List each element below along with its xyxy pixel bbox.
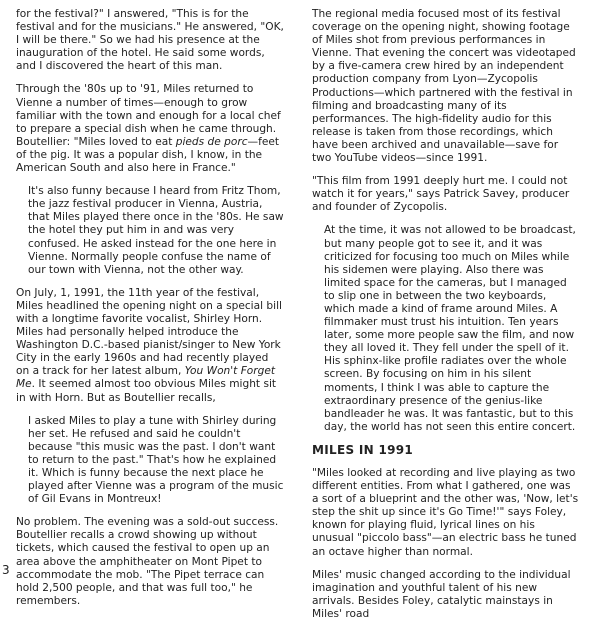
left-paragraph-1: for the festival?" I answered, "This is for the festival and for the musicians." He answered, "OK, I will be there." So we had his presence at the inauguration of the hotel. He said some words, and I discovered the heart of this man. <box>16 8 284 73</box>
left-paragraph-4-start: On July, 1, 1991, the 11th year of the festival, Miles headlined the opening night on a special bill with a longtime favorite vocalist, Shirley Horn. Miles had personally helped introduce the Washington D.C.-based pianist/singer to New York City in the early 1960s and had recently played on a track for her latest album, <box>16 286 282 378</box>
left-paragraph-2-end: —feet of the pig. It was a popular dish, I know, in the American South and also here in France." <box>16 135 280 175</box>
left-paragraph-4 <box>16 287 284 405</box>
right-quote-1: At the time, it was not allowed to be broadcast, but many people got to see it, and it was criticized for focusing too much on Miles while his sidemen were playing. Also there was limited space for the cameras, but I managed to slip one in between the two keyboards, which made a kind of frame around Miles. A filmmaker must trust his intuition. Ten years later, some more people saw the film, and now they all loved it. They fell under the spell of it. His sphinx-like profile radiates over the whole screen. By focusing on him in his silent moments, I think I was able to capture the extraordinary presence of the genius-like bandleader he was. It was fantastic, but to this day, the world has not seen this entire concert. <box>324 224 576 433</box>
right-paragraph-2: "This film from 1991 deeply hurt me. I could not watch it for years," says Patrick Savey, producer and founder of Zycopolis. <box>312 175 570 214</box>
section-heading: MILES IN 1991 <box>312 442 414 457</box>
left-paragraph-2-italic: pieds de porc <box>175 135 248 148</box>
right-paragraph-4: "Miles looked at recording and live playing as two different entities. From what I gathered, one was a sort of a blueprint and the other was, 'Now, let's step the shit up since it's Go Time!'" says Foley, known for playing fluid, lyrical lines on his unusual "piccolo bass"—an electric bass he tuned an octave higher than normal. <box>312 467 579 558</box>
left-paragraph-2-start: Through the '80s up to '91, Miles returned to Vienne a number of times—enough to grow familiar with the town and enough for a local chef to prepare a special dish when he came through. Boutellier: "Miles loved to eat <box>16 83 281 148</box>
left-paragraph-4-italic: You Won't Forget Me <box>16 365 276 391</box>
right-paragraph-1: The regional media focused most of its festival coverage on the opening night, showing footage of Miles shot from previous performances in Vienne. That evening the concert was videotaped by a five-camera crew hired by an independent production company from Lyon—Zycopolis Productions—which partnered with the festival in filming and broadcasting many of its performances. The high-fidelity audio for this release is taken from those recordings, which have been archived and unavailable—save for two YouTube videos—since 1991. <box>312 8 576 165</box>
left-paragraph-4-end: . It seemed almost too obvious Miles might sit in with Horn. But as Boutellier recalls, <box>16 378 277 404</box>
left-column <box>16 8 284 618</box>
left-quote-1: It's also funny because I heard from Fritz Thom, the jazz festival producer in Vienna, Austria, that Miles played there once in the '80s. He saw the hotel they put him in and was very confused. He asked instead for the one here in Vienne. Normally people confuse the name of our town with Vienna, not the other way. <box>28 185 284 276</box>
right-paragraph-5: Miles' music changed according to the individual imagination and youthful talent of his new arrivals. Besides Foley, catalytic mainstays in Miles' road <box>312 568 571 620</box>
left-paragraph-6: No problem. The evening was a sold-out success. Boutellier recalls a crowd showing up without tickets, which caused the festival to open up an area above the amphitheater on Mont Pipet to accommodate the mob. "The Pipet terrace can hold 2,500 people, and that was full too," he remembers. <box>16 516 279 607</box>
page-number: 3 <box>2 563 10 577</box>
left-paragraph-2 <box>16 83 284 175</box>
right-column <box>312 8 580 631</box>
left-quote-2: I asked Miles to play a tune with Shirley during her set. He refused and said he couldn't because "this music was the past. I don't want to return to the past." That's how he explained it. Which is funny because the next place he played after Vienne was a program of the music of Gil Evans in Montreux! <box>28 414 284 506</box>
